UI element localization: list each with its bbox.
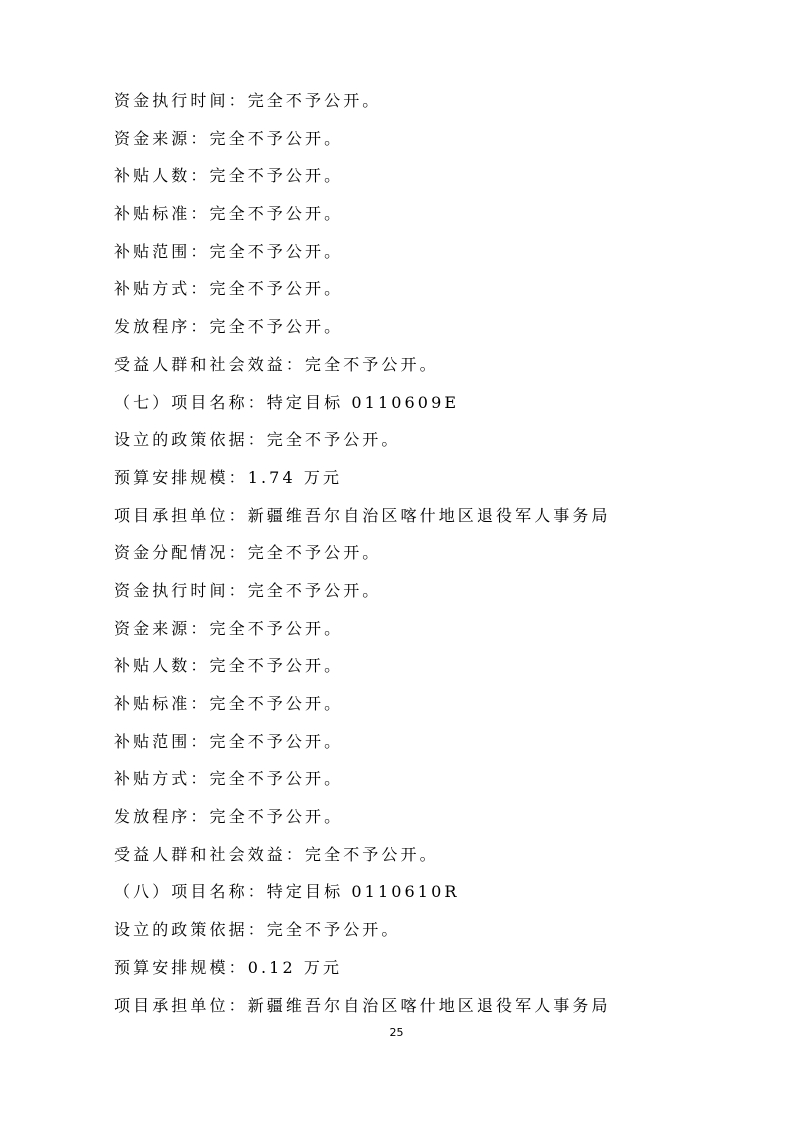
text-line: 预算安排规模：0.12 万元 [114, 957, 343, 977]
section-heading: （八）项目名称：特定目标 0110610R [114, 882, 460, 902]
text-line: 设立的政策依据：完全不予公开。 [114, 430, 401, 450]
text-line: 补贴范围：完全不予公开。 [114, 241, 344, 261]
text-line: 补贴标准：完全不予公开。 [114, 204, 344, 224]
text-line: 补贴标准：完全不予公开。 [114, 694, 344, 713]
text-line: 发放程序：完全不予公开。 [114, 807, 344, 827]
text-line: 补贴人数：完全不予公开。 [114, 656, 344, 676]
text-line: 预算安排规模：1.74 万元 [114, 467, 343, 487]
text-line: 补贴方式：完全不予公开。 [114, 769, 344, 789]
document-body [114, 86, 714, 1028]
text-line: 资金来源：完全不予公开。 [114, 618, 344, 638]
text-line: 资金来源：完全不予公开。 [114, 128, 344, 148]
section-heading: （七）项目名称：特定目标 0110609E [114, 392, 460, 412]
text-line: 资金分配情况：完全不予公开。 [114, 543, 382, 563]
text-line: 资金执行时间：完全不予公开。 [114, 580, 382, 600]
text-line: 受益人群和社会效益：完全不予公开。 [114, 354, 439, 374]
text-line: 受益人群和社会效益：完全不予公开。 [114, 844, 439, 864]
text-line: 项目承担单位：新疆维吾尔自治区喀什地区退役军人事务局 [114, 995, 611, 1015]
text-line: 资金执行时间：完全不予公开。 [114, 91, 382, 110]
text-line: 补贴人数：完全不予公开。 [114, 166, 344, 186]
text-line: 补贴方式：完全不予公开。 [114, 279, 344, 299]
text-line: 设立的政策依据：完全不予公开。 [114, 920, 401, 940]
text-line: 补贴范围：完全不予公开。 [114, 731, 344, 751]
page-number: 25 [389, 1026, 404, 1039]
text-line: 项目承担单位：新疆维吾尔自治区喀什地区退役军人事务局 [114, 505, 611, 525]
text-line: 发放程序：完全不予公开。 [114, 317, 344, 337]
